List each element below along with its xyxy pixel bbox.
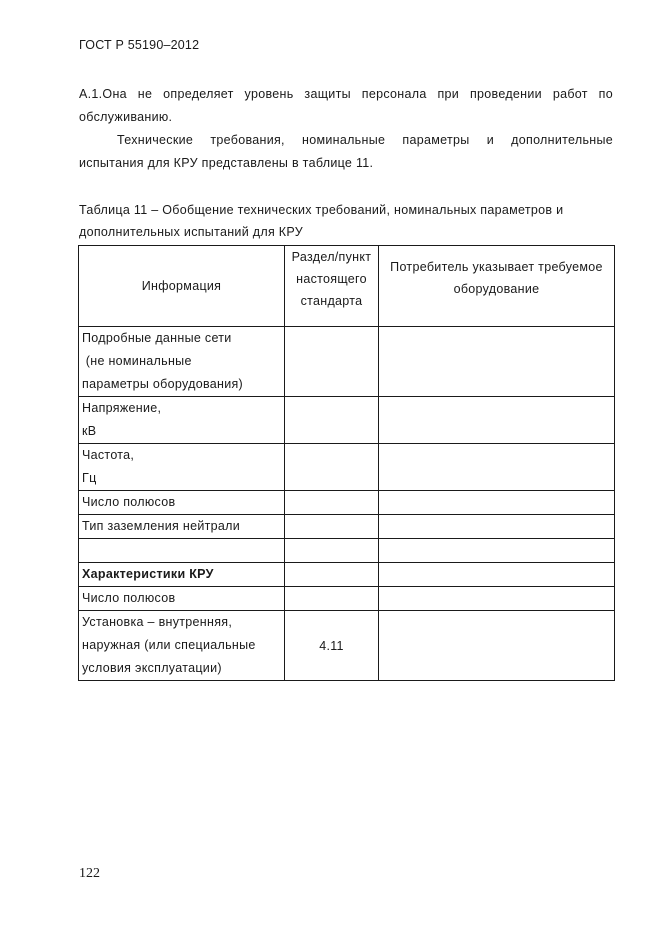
intro-paragraph-1-line-2: обслуживанию. — [79, 110, 173, 124]
table-row — [79, 611, 615, 681]
table-row — [79, 491, 615, 515]
row-info-line: Подробные данные сети — [82, 331, 232, 345]
table-caption-line-1: Таблица 11 – Обобщение технических требований, номинальных параметров и — [79, 203, 564, 217]
table-row — [79, 539, 615, 563]
row-info-cell — [79, 397, 285, 444]
row-info-line: параметры оборудования) — [82, 377, 244, 391]
row-info-line: Число полюсов — [82, 495, 176, 509]
row-info-cell — [79, 539, 285, 563]
row-info-cell — [79, 444, 285, 491]
table-row — [79, 563, 615, 587]
requirements-table — [78, 245, 615, 681]
row-info-cell — [79, 491, 285, 515]
header-section-line-3: стандарта — [300, 294, 363, 308]
table-row — [79, 444, 615, 491]
row-info-line: (не номинальные — [82, 354, 192, 368]
table-row — [79, 587, 615, 611]
row-section-cell — [285, 491, 379, 515]
row-info-line: Характеристики КРУ — [82, 567, 214, 581]
row-section-cell — [285, 563, 379, 587]
table-caption — [79, 199, 609, 243]
row-section-cell — [285, 539, 379, 563]
intro-paragraph-2-line-1: Технические требования, номинальные параметры и дополнительные — [117, 133, 613, 147]
row-section-cell: 4.11 — [285, 611, 379, 681]
row-info-line: Число полюсов — [82, 591, 176, 605]
header-info: Информация — [79, 246, 285, 327]
row-section-cell — [285, 444, 379, 491]
row-consumer-cell — [379, 491, 615, 515]
header-section-line-1: Раздел/пункт — [291, 250, 372, 264]
document-header: ГОСТ Р 55190–2012 — [79, 38, 200, 52]
table-header-row — [79, 246, 615, 327]
row-info-cell — [79, 587, 285, 611]
table-row — [79, 397, 615, 444]
row-consumer-cell — [379, 539, 615, 563]
header-consumer — [379, 246, 615, 327]
row-info-line — [82, 539, 284, 562]
row-consumer-cell — [379, 444, 615, 491]
row-info-line: Установка – внутренняя, — [82, 615, 233, 629]
row-consumer-cell — [379, 397, 615, 444]
row-section-cell — [285, 397, 379, 444]
row-section-cell — [285, 327, 379, 397]
row-info-cell — [79, 515, 285, 539]
row-info-cell — [79, 611, 285, 681]
table-row — [79, 327, 615, 397]
row-consumer-cell — [379, 563, 615, 587]
row-consumer-cell — [379, 587, 615, 611]
intro-paragraph-1-line-1: А.1.Она не определяет уровень защиты персонала при проведении работ по — [79, 87, 613, 101]
row-consumer-cell — [379, 515, 615, 539]
row-consumer-cell — [379, 327, 615, 397]
row-section-cell — [285, 587, 379, 611]
row-info-line: кВ — [82, 424, 97, 438]
row-info-cell — [79, 327, 285, 397]
header-consumer-line-2: оборудование — [453, 282, 540, 296]
row-info-line: Частота, — [82, 448, 135, 462]
header-section-line-2: настоящего — [296, 272, 367, 286]
header-consumer-line-1: Потребитель указывает требуемое — [390, 260, 603, 274]
row-info-line: Напряжение, — [82, 401, 162, 415]
row-consumer-cell — [379, 611, 615, 681]
row-info-line: условия эксплуатации) — [82, 661, 222, 675]
header-section — [285, 246, 379, 327]
page-number: 122 — [79, 866, 100, 881]
intro-paragraph-2-line-2: испытания для КРУ представлены в таблице 11. — [79, 156, 374, 170]
row-info-cell — [79, 563, 285, 587]
table-row — [79, 515, 615, 539]
row-info-line: Тип заземления нейтрали — [82, 519, 241, 533]
table-caption-line-2: дополнительных испытаний для КРУ — [79, 225, 303, 239]
row-section-cell — [285, 515, 379, 539]
row-info-line: наружная (или специальные — [82, 638, 256, 652]
row-info-line: Гц — [82, 471, 97, 485]
